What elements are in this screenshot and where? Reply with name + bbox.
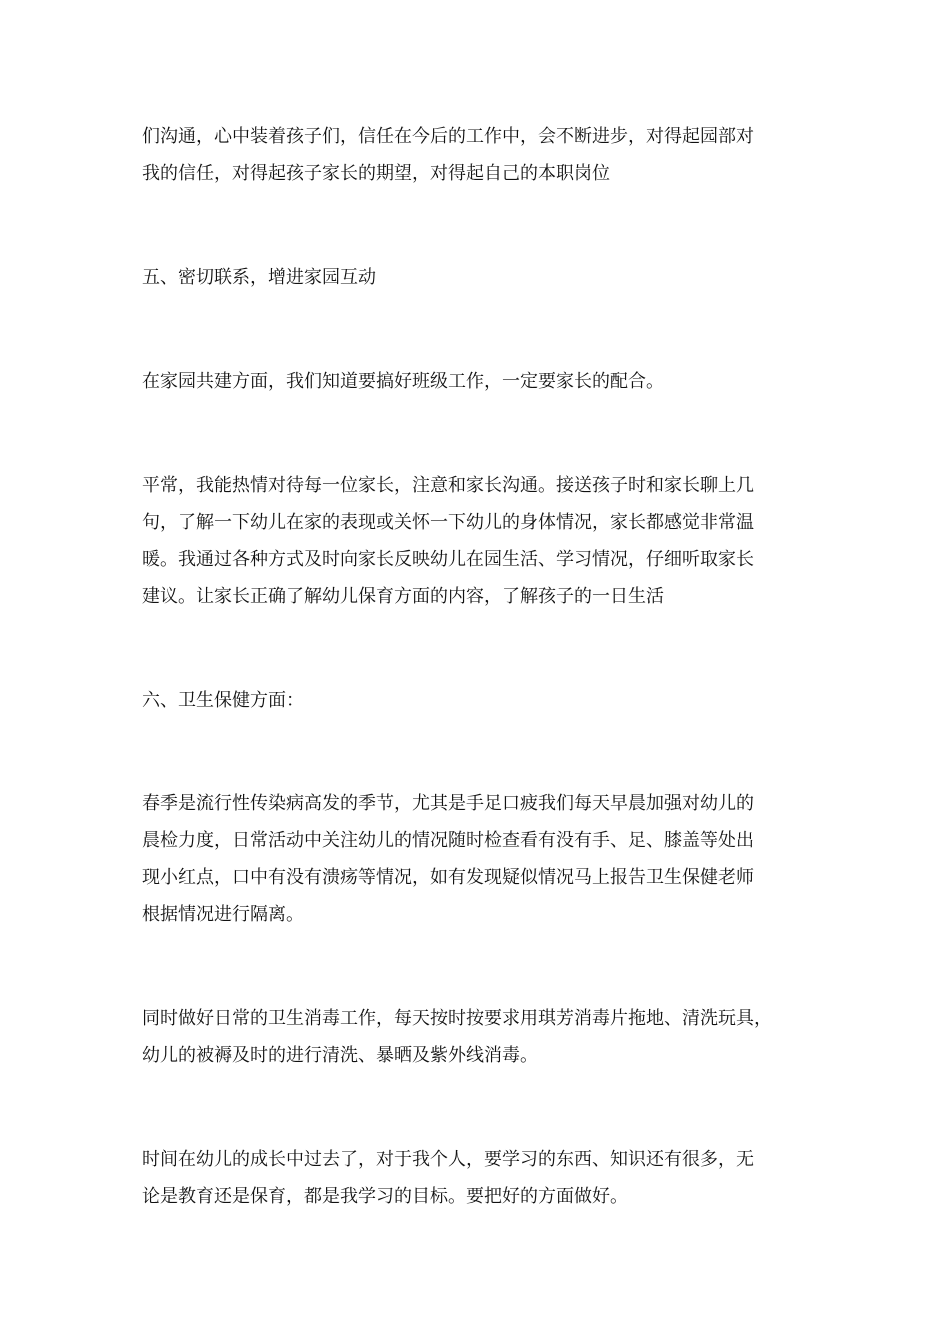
paragraph-4-line-4: 根据情况进行隔离。	[142, 904, 304, 925]
paragraph-3-line-1: 平常，我能热情对待每一位家长，注意和家长沟通。接送孩子时和家长聊上几	[142, 475, 754, 496]
paragraph-4-line-3: 现小红点，口中有没有溃疡等情况，如有发现疑似情况马上报告卫生保健老师	[142, 867, 754, 888]
paragraph-5-line-2: 幼儿的被褥及时的进行清洗、暴晒及紫外线消毒。	[142, 1045, 538, 1066]
section-heading-five: 五、密切联系，增进家园互动	[142, 267, 376, 288]
paragraph-5-line-1: 同时做好日常的卫生消毒工作，每天按时按要求用琪芳消毒片拖地、清洗玩具，	[142, 1008, 772, 1029]
paragraph-3-line-3: 暖。我通过各种方式及时向家长反映幼儿在园生活、学习情况，仔细听取家长	[142, 549, 754, 570]
section-heading-six: 六、卫生保健方面：	[142, 690, 304, 711]
paragraph-6-line-2: 论是教育还是保育，都是我学习的目标。要把好的方面做好。	[142, 1186, 628, 1207]
paragraph-1-line-1: 们沟通，心中装着孩子们，信任在今后的工作中，会不断进步，对得起园部对	[142, 126, 754, 147]
paragraph-4-line-1: 春季是流行性传染病高发的季节，尤其是手足口疲我们每天早晨加强对幼儿的	[142, 793, 754, 814]
paragraph-6-line-1: 时间在幼儿的成长中过去了，对于我个人，要学习的东西、知识还有很多，无	[142, 1149, 754, 1170]
paragraph-4-line-2: 晨检力度，日常活动中关注幼儿的情况随时检查看有没有手、足、膝盖等处出	[142, 830, 754, 851]
paragraph-3-line-2: 句，了解一下幼儿在家的表现或关怀一下幼儿的身体情况，家长都感觉非常温	[142, 512, 754, 533]
paragraph-1-line-2: 我的信任，对得起孩子家长的期望，对得起自己的本职岗位	[142, 163, 610, 184]
paragraph-3-line-4: 建议。让家长正确了解幼儿保育方面的内容，了解孩子的一日生活	[142, 586, 664, 607]
paragraph-2-line-1: 在家园共建方面，我们知道要搞好班级工作，一定要家长的配合。	[142, 371, 664, 392]
